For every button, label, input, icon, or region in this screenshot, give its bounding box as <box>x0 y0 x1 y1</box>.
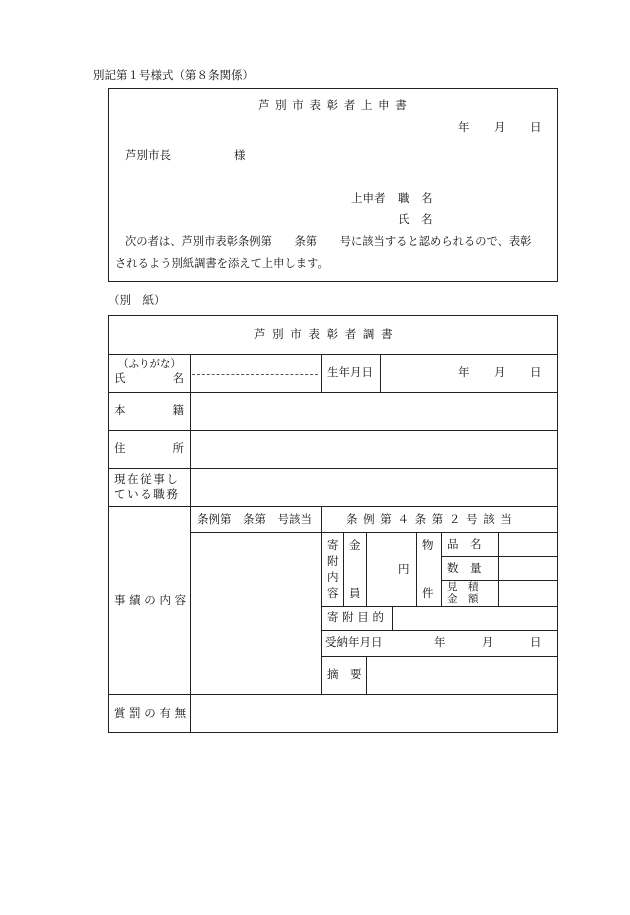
donation-char-1: 寄 <box>327 538 339 552</box>
birth-year: 年 <box>458 365 470 379</box>
application-box <box>108 88 558 282</box>
cash-char-2: 員 <box>349 586 361 600</box>
application-date-month: 月 <box>494 120 506 134</box>
summary-label: 摘 要 <box>327 667 362 681</box>
name-label: 氏 名 <box>398 212 433 226</box>
form-label: 別記第１号様式（第８条関係） <box>93 68 254 82</box>
donation-char-2: 附 <box>327 554 339 568</box>
awards-label: 賞 罰 の 有 無 <box>114 706 187 720</box>
cash-char-1: 金 <box>349 538 361 552</box>
application-date-day: 日 <box>530 120 542 134</box>
goods-char-1: 物 <box>422 538 434 552</box>
goods-char-2: 件 <box>422 586 434 600</box>
receipt-day: 日 <box>530 635 542 649</box>
honorific: 様 <box>234 148 246 162</box>
birth-day: 日 <box>530 365 542 379</box>
occupation-line-1: 現在従事し <box>114 472 180 486</box>
address-label: 住 所 <box>114 441 184 455</box>
body-line-2: されるよう別紙調書を添えて上申します。 <box>115 257 329 270</box>
donation-char-4: 容 <box>327 586 339 600</box>
item-name-label: 品 名 <box>447 537 482 551</box>
donation-char-3: 内 <box>327 570 339 584</box>
receipt-label: 受納年月日 <box>325 635 383 649</box>
applicant-label: 上申者 <box>351 191 386 205</box>
clause-label: 条例第 条第 号該当 <box>197 512 312 526</box>
furigana-label: （ふりがな） <box>118 358 181 370</box>
body-line-1: 次の者は、芦別市表彰条例第 条第 号に該当すると認められるので、表彰 <box>125 235 532 248</box>
clause-4-2-label: 条 例 第 ４ 条 第 ２ 号 該 当 <box>346 512 513 526</box>
purpose-label: 寄 附 目 的 <box>327 610 384 624</box>
estimate-label-2: 金 額 <box>447 593 479 605</box>
quantity-label: 数 量 <box>447 561 482 575</box>
achievements-label: 事 績 の 内 容 <box>114 593 187 607</box>
birth-label: 生年月日 <box>327 365 373 379</box>
application-title: 芦 別 市 表 彰 者 上 申 書 <box>258 98 408 112</box>
birth-month: 月 <box>494 365 506 379</box>
domicile-label: 本 籍 <box>114 403 184 417</box>
application-date-year: 年 <box>458 120 470 134</box>
addressee: 芦別市長 <box>125 148 171 162</box>
receipt-month: 月 <box>482 635 494 649</box>
receipt-year: 年 <box>434 635 446 649</box>
yen-label: 円 <box>398 562 410 576</box>
attachment-label: （別 紙） <box>108 293 166 307</box>
position-label: 職 名 <box>398 191 433 205</box>
report-title: 芦 別 市 表 彰 者 調 書 <box>254 327 395 341</box>
estimate-label-1: 見 積 <box>447 581 479 593</box>
name-row-label: 氏 名 <box>114 371 184 385</box>
occupation-line-2: ている職務 <box>114 487 180 501</box>
